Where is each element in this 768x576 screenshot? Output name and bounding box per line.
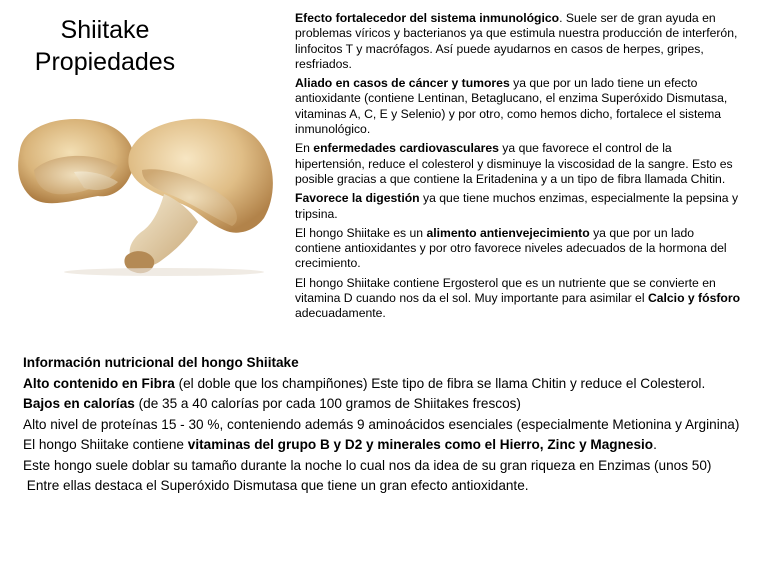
page-title (20, 14, 190, 78)
nutrition-section (23, 353, 753, 497)
properties-text-column (295, 11, 741, 326)
property-digestion: Favorece la digestión ya que tiene muchos enzimas, especialmente la pepsina y tripsina. (295, 191, 739, 221)
shiitake-mushroom-illustration (14, 110, 280, 276)
left-mushroom-shape (18, 119, 134, 203)
property-cardiovascular: En enfermedades cardiovasculares ya que favorece el control de la hipertensión, reduce el colesterol y disminuye la viscosidad de la sangre. Esto es posible gracias a que contiene la Eritadenina y a un tipo de fibra llamada Chitin. (295, 141, 733, 186)
property-antiaging: El hongo Shiitake es un alimento antienvejecimiento ya que por un lado contiene antioxidantes y por otro favorece niveles adecuados de la hormona del crecimiento. (295, 225, 727, 271)
right-mushroom-shape (124, 119, 272, 273)
nutrition-heading: Información nutricional del hongo Shiitake (23, 355, 299, 370)
property-ergosterol: El hongo Shiitake contiene Ergosterol que es un nutriente que se convierte en vitamina D cuando nos da el sol. Muy importante para asimilar el Calcio y fósforo adecuadamente. (295, 275, 741, 321)
nutrition-vitaminas: El hongo Shiitake contiene vitaminas del grupo B y D2 y minerales como el Hierro, Zinc y Magnesio. (23, 437, 657, 452)
nutrition-calorias: Bajos en calorías (de 35 a 40 calorías por cada 100 gramos de Shiitakes frescos) (23, 396, 521, 411)
nutrition-fibra: Alto contenido en Fibra (el doble que los champiñones) Este tipo de fibra se llama Chitin y reduce el Colesterol. (23, 375, 706, 391)
nutrition-enzimas: Este hongo suele doblar su tamaño durante la noche lo cual nos da idea de su gran riqueza en Enzimas (unos 50) (23, 457, 712, 473)
title-line-1: Shiitake (60, 16, 150, 44)
property-immune: Efecto fortalecedor del sistema inmunológico. Suele ser de gran ayuda en problemas víricos y bacterianos ya que estimula nuestra producción de interferón, linfocitos T y macrófagos. Así puede ayudarnos en casos de herpes, gripes, resfriados. (295, 11, 738, 71)
nutrition-superoxido: Entre ellas destaca el Superóxido Dismutasa que tiene un gran efecto antioxidante. (23, 478, 529, 493)
nutrition-proteinas: Alto nivel de proteínas 15 - 30 %, conteniendo además 9 aminoácidos esenciales (especialmente Metionina y Arginina) (23, 416, 740, 432)
property-cancer: Aliado en casos de cáncer y tumores ya que por un lado tiene un efecto antioxidante (contiene Lentinan, Betaglucano, el enzima Superóxido Dismutasa, vitaminas A, C, E y Selenio) y por otro, como hemos dicho, fortalece el sistema inmunológico. (295, 76, 728, 137)
title-line-2: Propiedades (34, 48, 176, 76)
